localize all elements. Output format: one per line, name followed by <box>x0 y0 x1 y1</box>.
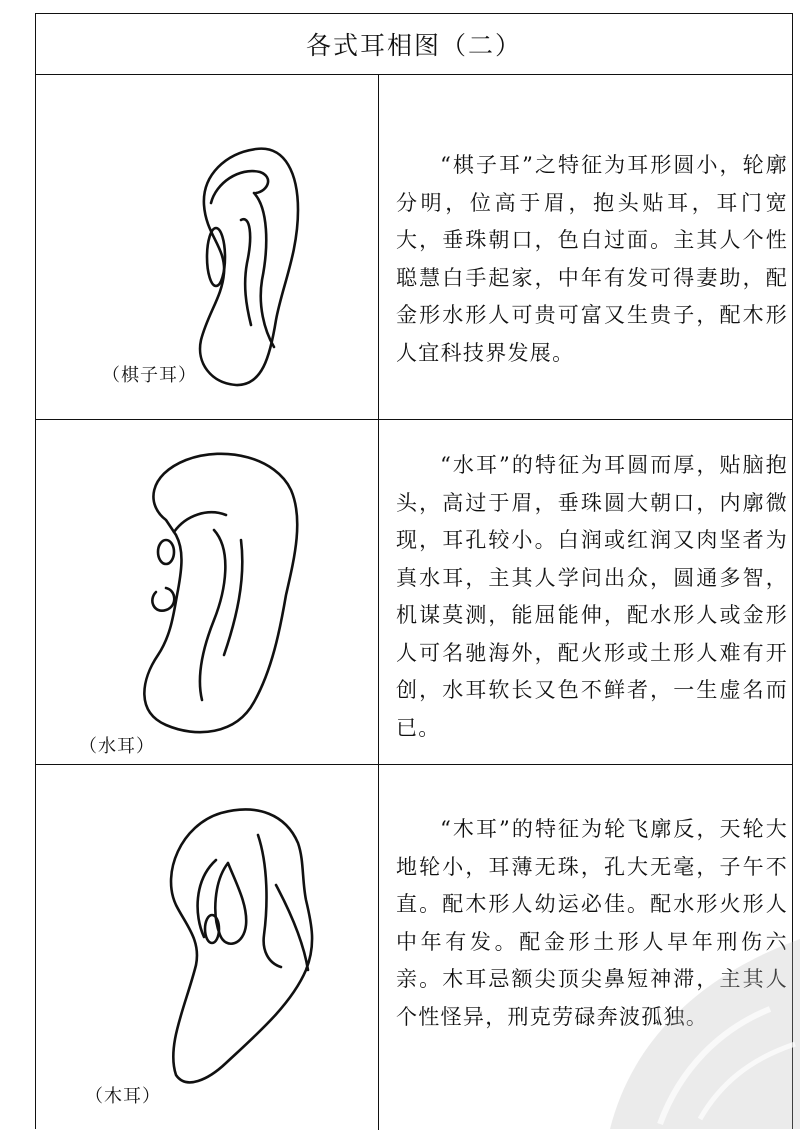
ear-label: （木耳） <box>85 1086 161 1107</box>
description-cell <box>380 420 792 764</box>
qizi-ear-illustration <box>36 75 378 420</box>
ear-image-cell <box>36 75 378 419</box>
ear-description: “木耳”的特征为轮飞廓反，天轮大地轮小，耳薄无珠，孔大无毫，子午不直。配木形人幼运必佳。配水形火形人中年有发。配金形土形人早年刑伤六亲。木耳忌额尖顶尖鼻短神滞，主其人个性怪异，刑克劳碌奔波孤独。 <box>396 817 788 1029</box>
ear-description: “棋子耳”之特征为耳形圆小，轮廓分明，位高于眉，抱头贴耳，耳门宽大，垂珠朝口，色白过面。主其人个性聪慧白手起家，中年有发可得妻助，配金形水形人可贵可富又生贵子，配木形人宜科技界发展。 <box>396 153 788 365</box>
title-row <box>36 14 792 75</box>
watermark-seal <box>570 869 800 1129</box>
page-title: 各式耳相图（二） <box>305 31 522 60</box>
ear-label: （水耳） <box>79 736 155 757</box>
ear-description: “水耳”的特征为耳圆而厚，贴脑抱头，高过于眉，垂珠圆大朝口，内廓微现，耳孔较小。白润或红润又肉坚者为真水耳，主其人学问出众，圆通多智，机谋莫测，能屈能伸，配水形人或金形人可名驰海外，配火形或土形人难有开创，水耳软长又色不鲜者，一生虚名而已。 <box>396 453 788 740</box>
table-row <box>36 420 792 765</box>
table-row <box>36 75 792 420</box>
ear-image-cell <box>36 420 378 764</box>
ear-label: （棋子耳） <box>102 365 197 386</box>
ear-image-cell <box>36 765 378 1130</box>
mu-ear-illustration <box>36 765 378 1130</box>
shui-ear-illustration <box>36 420 378 765</box>
description-cell <box>380 75 792 419</box>
